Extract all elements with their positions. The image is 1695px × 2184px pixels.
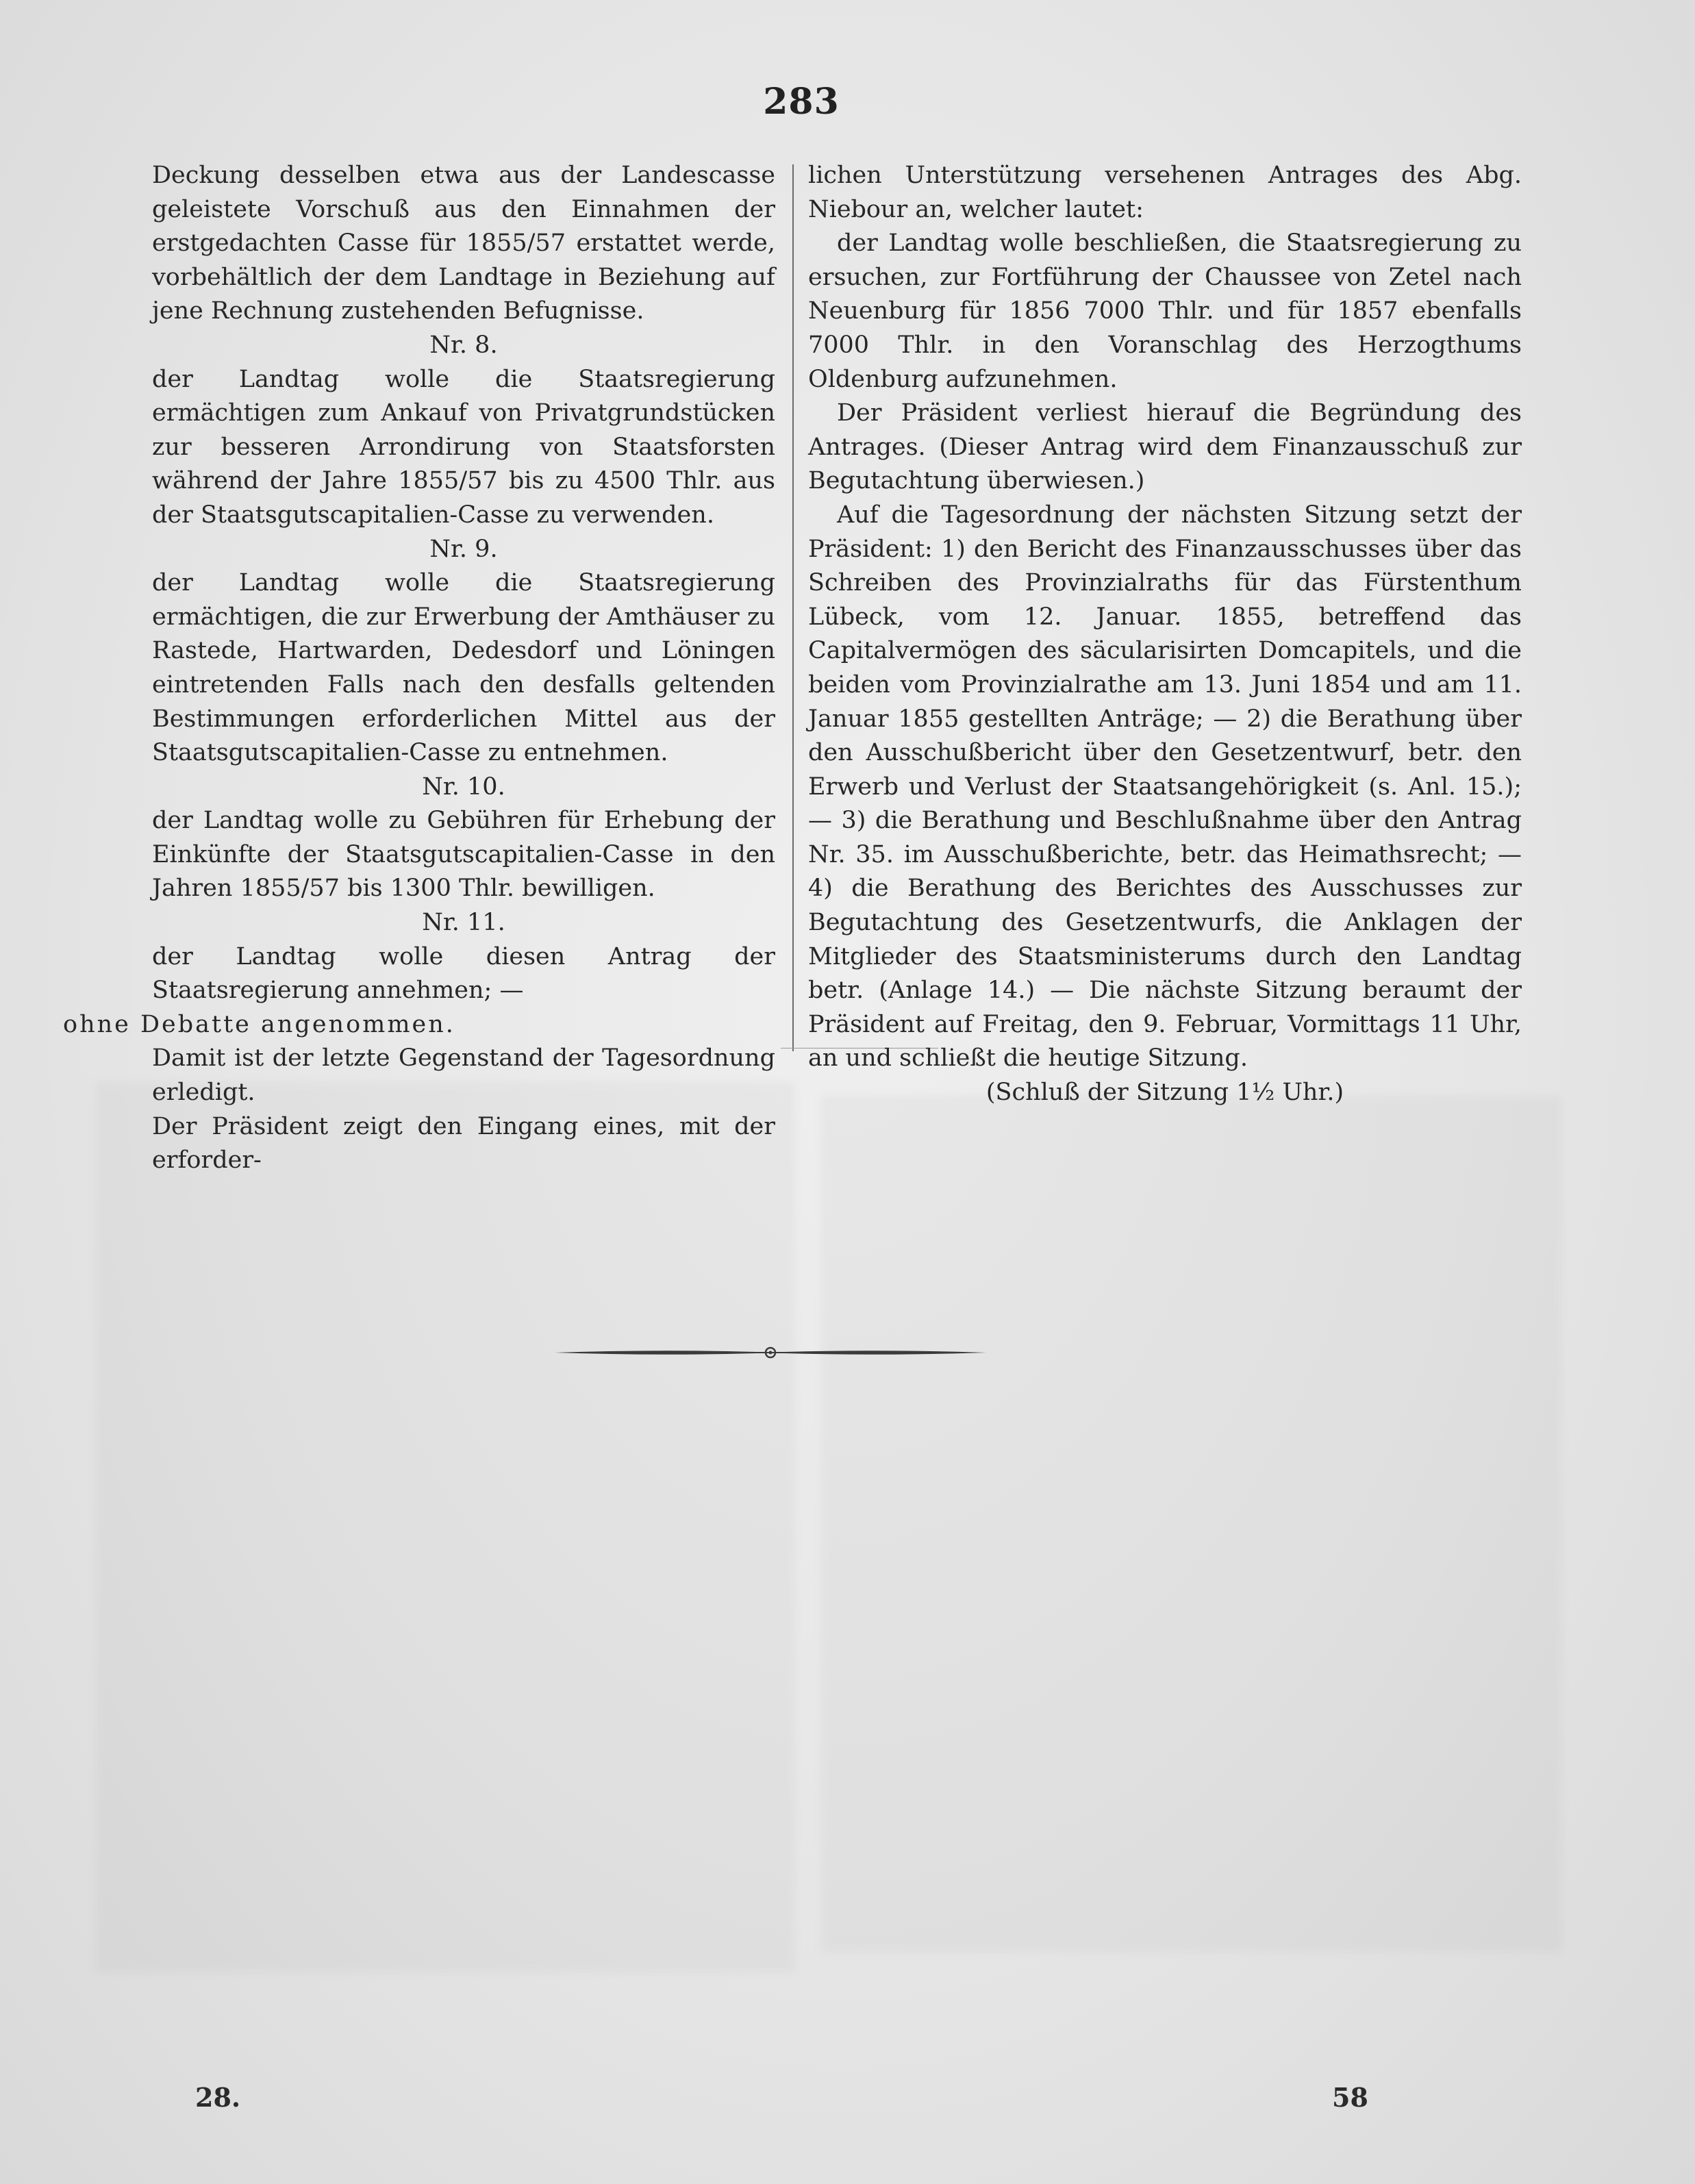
item-heading-nr10: Nr. 10. — [422, 773, 505, 801]
item-heading-nr11: Nr. 11. — [422, 909, 505, 937]
paragraph-nr10: der Landtag wolle zu Gebühren für Erhebung der Einkünfte der Staatsgutscapitalien-Casse in den Jahren 1855/57 bis 1300 Thlr. bewilligen. — [152, 807, 775, 903]
paragraph-deckung: Deckung desselben etwa aus der Landescasse geleistete Vorschuß aus den Einnahmen der erstgedachten Casse für 1855/57 erstattet werde, vorbehältlich der dem Landtage in Beziehung auf jene Rechnung zustehenden Befugnisse. — [152, 162, 775, 325]
paragraph-schluss: (Schluß der Sitzung 1½ Uhr.) — [985, 1079, 1344, 1107]
paragraph-ohne-debatte: ohne Debatte angenommen. — [63, 1010, 455, 1038]
item-heading-nr9: Nr. 9. — [429, 535, 498, 563]
show-through-right — [822, 1096, 1561, 1952]
page-number: 283 — [763, 81, 840, 123]
paragraph-tagesordnung: Auf die Tagesordnung der nächsten Sitzung setzt der Präsident: 1) den Bericht des Finanzausschusses über das Schreiben des Provinzialraths für das Fürstenthum Lübeck, vom 12. Januar. 1855, betreffend das Capitalvermögen des säcularisirten Domcapitels, und die beiden vom Provinzialrathe am 13. Juni 1854 und am 11. Januar 1855 gestellten Anträge; — 2) die Berathung über den Ausschußbericht über den Gesetzentwurf, betr. den Erwerb und Verlust der Staatsangehörigkeit (s. Anl. 15.); — 3) die Berathung und Beschlußnahme über den Antrag Nr. 35. im Ausschußberichte, betr. das Heimathsrecht; — 4) die Berathung des Berichtes des Ausschusses zur Begutachtung des Gesetzentwurfs, die Anklagen der Mitglieder des Staatsministerums durch den Landtag betr. (Anlage 14.) — Die nächste Sitzung beraumt der Präsident auf Freitag, den 9. Februar, Vormittags 11 Uhr, an und schließt die heutige Sitzung. — [808, 501, 1522, 1072]
paragraph-praesident-eingang: Der Präsident zeigt den Eingang eines, mit der erforder- — [152, 1112, 775, 1175]
show-through-left — [96, 1082, 794, 1972]
paragraph-nr11: der Landtag wolle diesen Antrag der Staatsregierung annehmen; — — [152, 942, 775, 1005]
paragraph-nr9: der Landtag wolle die Staatsregierung ermächtigen, die zur Erwerbung der Amthäuser zu Rastede, Hartwarden, Dedesdorf und Löningen eintretenden Falls nach den desfalls geltenden Bestimmungen erforderlichen Mittel aus der Staatsgutscapitalien-Casse zu entnehmen. — [152, 569, 775, 767]
paragraph-nr8: der Landtag wolle die Staatsregierung ermächtigen zum Ankauf von Privatgrundstücken zur besseren Arrondirung von Staatsforsten während der Jahre 1855/57 bis zu 4500 Thlr. aus der Staatsgutscapitalien-Casse zu verwenden. — [152, 365, 775, 529]
paragraph-damit: Damit ist der letzte Gegenstand der Tagesordnung erledigt. — [152, 1044, 775, 1107]
item-heading-nr8: Nr. 8. — [429, 331, 498, 359]
paragraph-chaussee: der Landtag wolle beschließen, die Staatsregierung zu ersuchen, zur Fortführung der Chaussee von Zetel nach Neuenburg für 1856 7000 Thlr. und für 1857 ebenfalls 7000 Thlr. in den Voranschlag des Herzogthums Oldenburg aufzunehmen. — [808, 229, 1522, 393]
right-column — [808, 159, 1522, 1110]
column-divider — [792, 164, 794, 1051]
paragraph-begruendung: Der Präsident verliest hierauf die Begründung des Antrages. (Dieser Antrag wird dem Finanzausschuß zur Begutachtung überwiesen.) — [808, 399, 1522, 495]
printer-signature-right: 58 — [1332, 2082, 1368, 2113]
left-column — [63, 159, 775, 1178]
printer-signature-left: 28. — [195, 2082, 241, 2113]
paragraph-antrag-niebour: lichen Unterstützung versehenen Antrages des Abg. Niebour an, welcher lautet: — [808, 162, 1522, 223]
ornament-rule — [555, 1342, 986, 1363]
